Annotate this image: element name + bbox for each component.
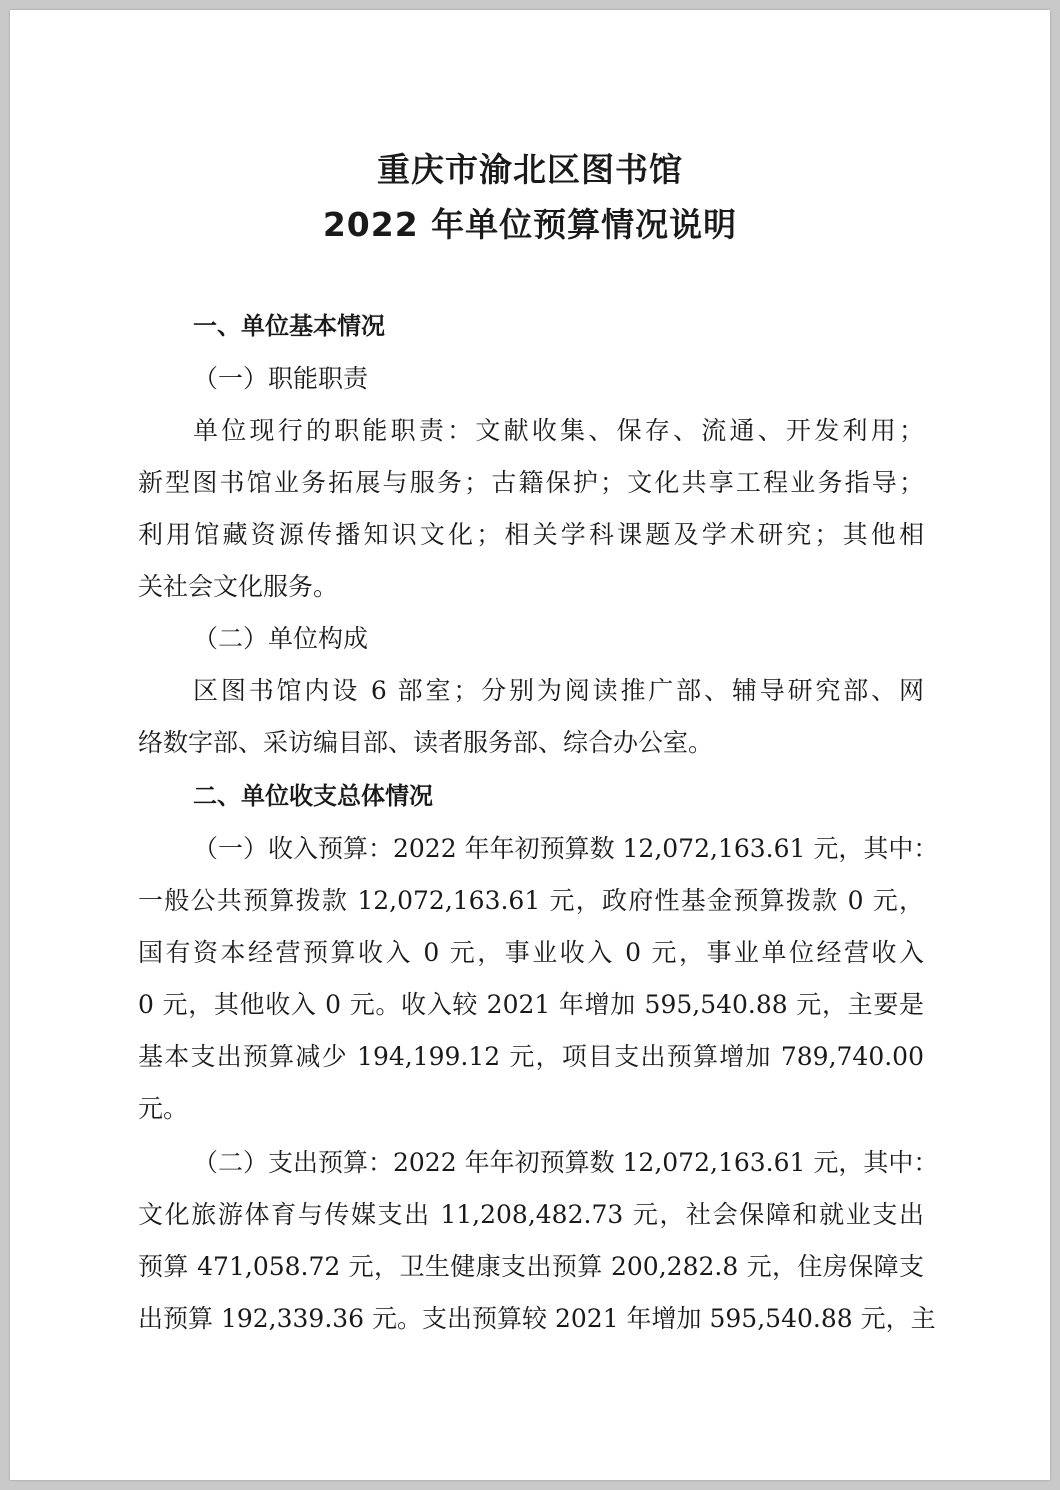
section1-sub2-heading: （二）单位构成 (193, 624, 369, 653)
paragraph-line: 出预算 192,339.36 元。支出预算较 2021 年增加 595,540.88 元，主 (138, 1304, 936, 1333)
section1-sub1-heading: （一）职能职责 (193, 364, 369, 393)
paragraph-line: 关社会文化服务。 (138, 572, 339, 601)
section1-heading: 一、单位基本情况 (193, 312, 385, 340)
paragraph-line: 单位现行的职能职责：文献收集、保存、流通、开发利用； (193, 416, 924, 445)
paragraph-line: 新型图书馆业务拓展与服务；古籍保护；文化共享工程业务指导； (138, 468, 924, 497)
paragraph-line: （二）支出预算：2022 年年初预算数 12,072,163.61 元，其中： (193, 1148, 939, 1177)
paragraph-line: 预算 471,058.72 元，卫生健康支出预算 200,282.8 元，住房保障支 (138, 1252, 924, 1281)
paragraph-line: 区图书馆内设 6 部室；分别为阅读推广部、辅导研究部、网 (193, 676, 924, 705)
paragraph-line: 国有资本经营预算收入 0 元，事业收入 0 元，事业单位经营收入 (138, 938, 924, 967)
document-title-line2: 2022 年单位预算情况说明 (322, 205, 738, 244)
document-title-line1: 重庆市渝北区图书馆 (377, 150, 683, 189)
paragraph-line: 利用馆藏资源传播知识文化；相关学科课题及学术研究；其他相 (138, 520, 924, 549)
paragraph-line: 络数字部、采访编目部、读者服务部、综合办公室。 (138, 728, 714, 757)
paragraph-line: （一）收入预算：2022 年年初预算数 12,072,163.61 元，其中： (193, 834, 939, 863)
paragraph-line: 基本支出预算减少 194,199.12 元，项目支出预算增加 789,740.00 (138, 1042, 924, 1071)
paragraph-line: 元。 (138, 1094, 189, 1123)
document-page (10, 10, 1050, 1480)
paragraph-line: 0 元，其他收入 0 元。收入较 2021 年增加 595,540.88 元，主要是 (138, 990, 924, 1019)
section2-heading: 二、单位收支总体情况 (193, 782, 433, 810)
paragraph-line: 一般公共预算拨款 12,072,163.61 元，政府性基金预算拨款 0 元， (138, 886, 924, 915)
paragraph-line: 文化旅游体育与传媒支出 11,208,482.73 元，社会保障和就业支出 (138, 1200, 924, 1229)
